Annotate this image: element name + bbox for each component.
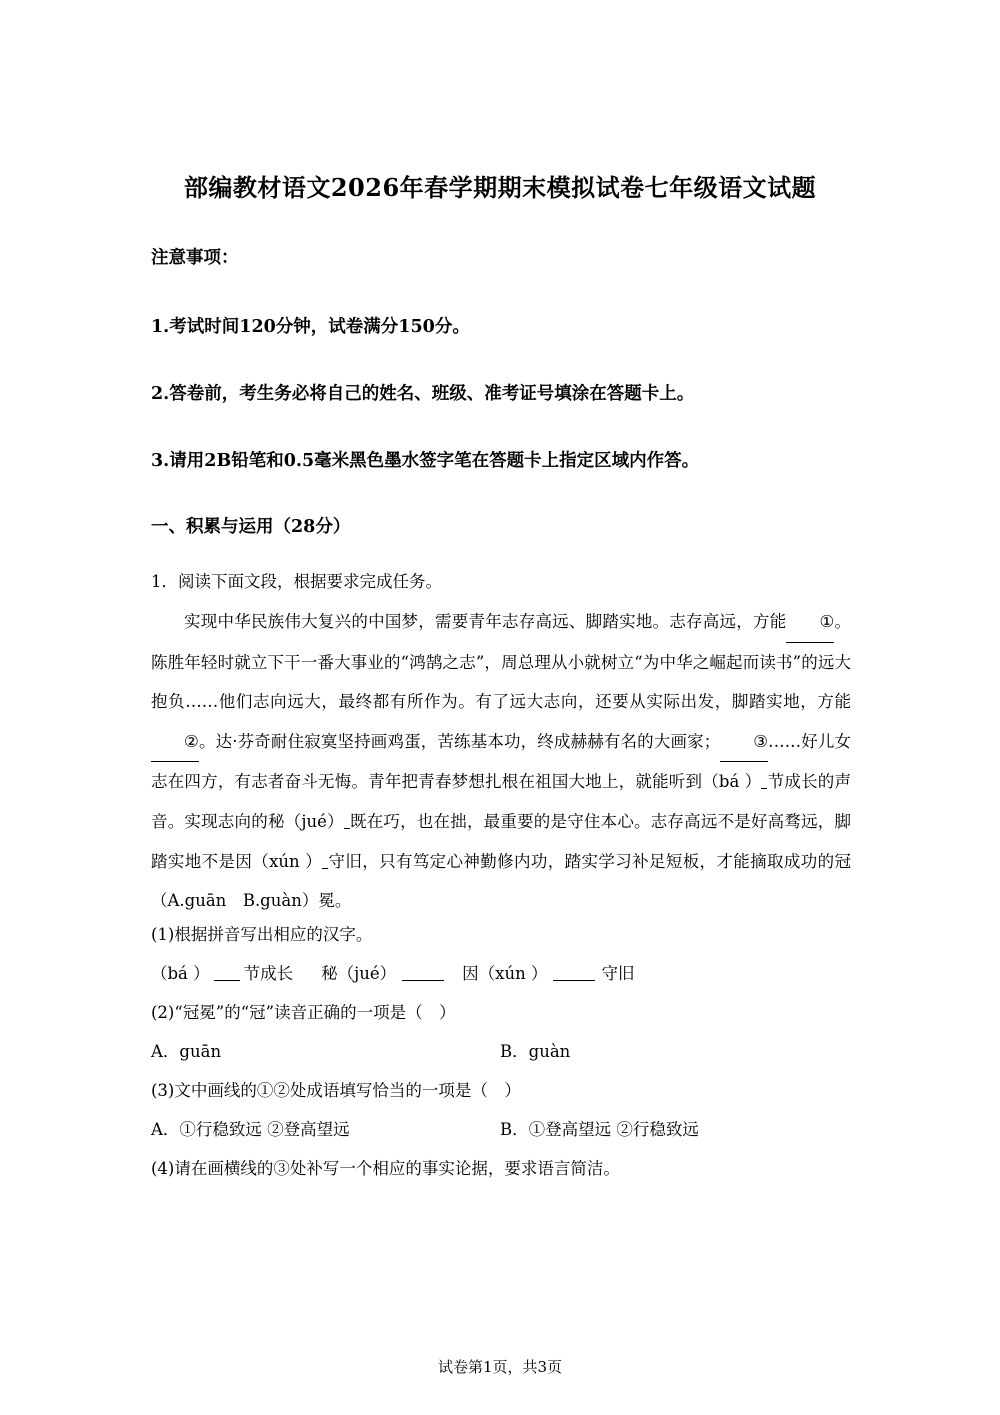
passage-text: 实现中华民族伟大复兴的中国梦，需要青年志存高远、脚踏实地。志存高远，方能 [184, 612, 787, 631]
notice-item-1: 1.考试时间120分钟，试卷满分150分。 [151, 317, 470, 337]
reading-passage [151, 602, 851, 921]
passage-text: 既在巧，也在拙，最重要的是守住本心。志存高远不是好高骛远，脚踏实地不是因（xún ） [151, 811, 852, 871]
blank-marker-2: ② [151, 722, 199, 763]
question-stem: 1．阅读下面文段，根据要求完成任务。 [151, 572, 442, 591]
fill-1-suffix: 节成长 [243, 964, 294, 983]
sub-question-4: (4)请在画横线的③处补写一个相应的事实论据，要求语言简洁。 [151, 1159, 620, 1178]
passage-text: ……好儿女志在四方，有志者奋斗无悔。青年把青春梦想扎根在祖国大地上，就能听到（bá ） [151, 731, 852, 792]
fill-3-suffix: 守旧 [601, 964, 635, 983]
passage-text: 节成长的声音。实现志向的秘（jué） [151, 772, 852, 831]
fill-1-pinyin: （bá ） [151, 964, 210, 983]
notice-item-2: 2.答卷前，考生务必将自己的姓名、班级、准考证号填涂在答题卡上。 [151, 384, 695, 404]
blank-marker-3: ③ [720, 722, 768, 763]
pinyin-fill-row [151, 960, 634, 984]
sub-question-1: (1)根据拼音写出相应的汉字。 [151, 925, 373, 944]
fill-2-pinyin: 秘（jué） [321, 964, 397, 983]
sub-question-3: (3)文中画线的①②处成语填写恰当的一项是（ ） [151, 1081, 521, 1100]
sub-question-2: (2)“冠冕”的“冠”读音正确的一项是（ ） [151, 1003, 456, 1022]
answer-blank-3[interactable] [553, 963, 595, 981]
section-heading: 一、积累与运用（28分） [151, 517, 351, 537]
option-b[interactable]: B．①登高望远 ②行稳致远 [500, 1120, 699, 1139]
answer-blank-2[interactable] [402, 963, 444, 981]
notice-item-3: 3.请用2B铅笔和0.5毫米黑色墨水签字笔在答题卡上指定区域内作答。 [151, 451, 700, 471]
passage-text: 。陈胜年轻时就立下干一番大事业的“鸿鹄之志”，周总理从小就树立“为中华之崛起而读书”的远大抱负……他们志向远大，最终都有所作为。有了远大志向，还要从实际出发，脚踏实地，方能 [151, 612, 852, 712]
option-a[interactable]: A．①行稳致远 ②登高望远 [151, 1120, 350, 1139]
blank-marker-1: ① [786, 602, 834, 643]
fill-3-pinyin: 因（xún ） [462, 964, 548, 983]
page-footer: 试卷第1页，共3页 [437, 1358, 563, 1376]
option-a[interactable]: A．guān [151, 1042, 222, 1061]
notice-heading: 注意事项： [151, 248, 239, 268]
option-b[interactable]: B．guàn [500, 1042, 571, 1061]
page-title: 部编教材语文2026年春学期期末模拟试卷七年级语文试题 [183, 173, 817, 202]
answer-blank-1[interactable] [214, 963, 240, 981]
passage-text: 。达·芬奇耐住寂寞坚持画鸡蛋，苦练基本功，终成赫赫有名的大画家； [198, 731, 721, 751]
passage-text: 守旧，只有笃定心神勤修内功，踏实学习补足短板，才能摘取成功的冠（A.guān B.guàn）冕。 [151, 851, 851, 911]
